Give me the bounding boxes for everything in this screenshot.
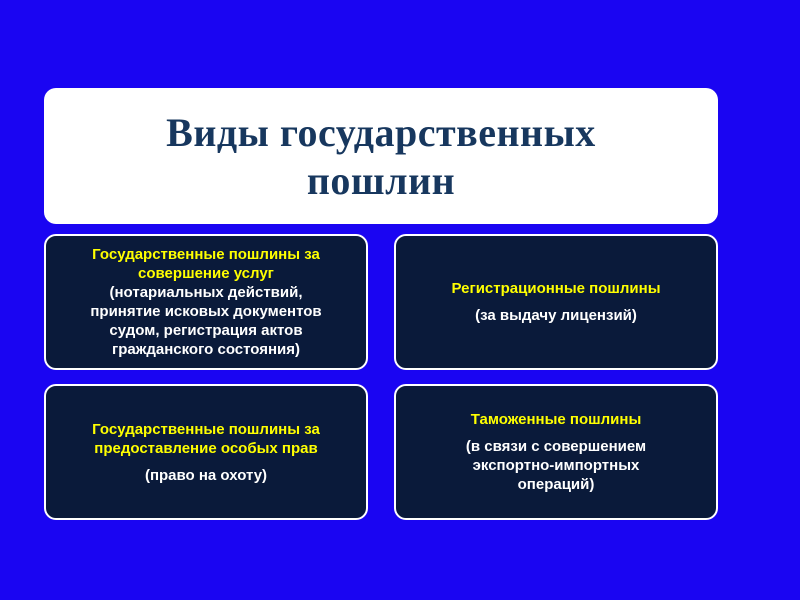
card-heading [92, 245, 320, 283]
card-detail [145, 466, 267, 485]
card-registration-fees [394, 234, 718, 370]
card-detail-line: (нотариальных действий, [109, 284, 303, 301]
card-heading-line: Государственные пошлины за [92, 246, 320, 263]
card-detail-line: операций) [517, 476, 595, 493]
card-heading [471, 410, 642, 429]
card-special-rights-fees [44, 384, 368, 520]
card-customs-duties [394, 384, 718, 520]
card-detail-line: гражданского состояния) [111, 341, 301, 358]
title-line-1: Виды государственных [166, 110, 596, 155]
card-detail-line: (в связи с совершением [465, 438, 647, 455]
card-detail-line: принятие исковых документов [90, 303, 322, 320]
card-detail-line: (право на охоту) [144, 466, 268, 484]
card-heading [451, 279, 660, 298]
card-detail-line: (за выдачу лицензий) [475, 307, 637, 324]
card-detail-line: экспортно-импортных [472, 457, 640, 474]
page-title [166, 109, 596, 205]
card-detail [466, 437, 646, 494]
title-line-2: пошлин [306, 158, 456, 203]
card-services-fees [44, 234, 368, 370]
card-detail [475, 306, 637, 325]
card-heading-line: совершение услуг [138, 265, 274, 282]
title-box [44, 88, 718, 224]
card-heading [92, 420, 320, 458]
card-heading-line: предоставление особых прав [94, 439, 318, 457]
card-heading-line: Государственные пошлины за [92, 420, 320, 438]
card-detail-line: судом, регистрация актов [109, 322, 303, 339]
card-heading-line: Регистрационные пошлины [451, 280, 661, 297]
card-detail [90, 283, 321, 359]
card-heading-line: Таможенные пошлины [470, 411, 642, 428]
